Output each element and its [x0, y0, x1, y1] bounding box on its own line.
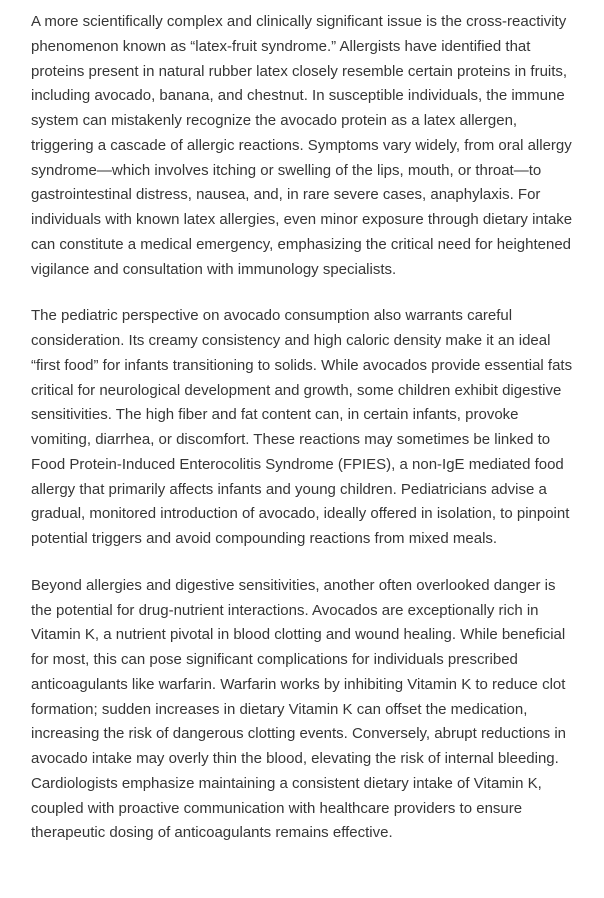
paragraph-latex-fruit-syndrome: A more scientifically complex and clinically significant issue is the cross-reactivity phenomenon known as “latex-fruit syndrome.” Allergists have identified that proteins present in natural rubber latex closely resemble certain proteins in fruits, including avocado, banana, and chestnut. In susceptible individuals, the immune system can mistakenly recognize the avocado protein as a latex allergen, triggering a cascade of allergic reactions. Symptoms vary widely, from oral allergy syndrome—which involves itching or swelling of the lips, mouth, or throat—to gastrointestinal distress, nausea, and, in rare severe cases, anaphylaxis. For individuals with known latex allergies, even minor exposure through dietary intake can constitute a medical emergency, emphasizing the critical need for heightened vigilance and consultation with immunology specialists.	[31, 13, 573, 278]
paragraph-drug-nutrient-interactions: Beyond allergies and digestive sensitivities, another often overlooked danger is the potential for drug-nutrient interactions. Avocados are exceptionally rich in Vitamin K, a nutrient pivotal in blood clotting and wound healing. While beneficial for most, this can pose significant complications for individuals prescribed anticoagulants like warfarin. Warfarin works by inhibiting Vitamin K to reduce clot formation; sudden increases in dietary Vitamin K can offset the medication, increasing the risk of dangerous clotting events. Conversely, abrupt reductions in avocado intake may overly thin the blood, elevating the risk of internal bleeding. Cardiologists emphasize maintaining a consistent dietary intake of Vitamin K, coupled with proactive communication with healthcare providers to ensure therapeutic dosing of anticoagulants remains effective.	[31, 576, 567, 842]
paragraph-pediatric-perspective: The pediatric perspective on avocado consumption also warrants careful consideration. Its creamy consistency and high caloric density make it an ideal “first food” for infants transitioning to solids. While avocados provide essential fats critical for neurological development and growth, some children exhibit digestive sensitivities. The high fiber and fat content can, in certain infants, provoke vomiting, diarrhea, or discomfort. These reactions may sometimes be linked to Food Protein-Induced Enterocolitis Syndrome (FPIES), a non-IgE mediated food allergy that primarily affects infants and young children. Pediatricians advise a gradual, monitored introduction of avocado, ideally offered in isolation, to pinpoint potential triggers and avoid compounding reactions from mixed meals.	[31, 307, 573, 547]
